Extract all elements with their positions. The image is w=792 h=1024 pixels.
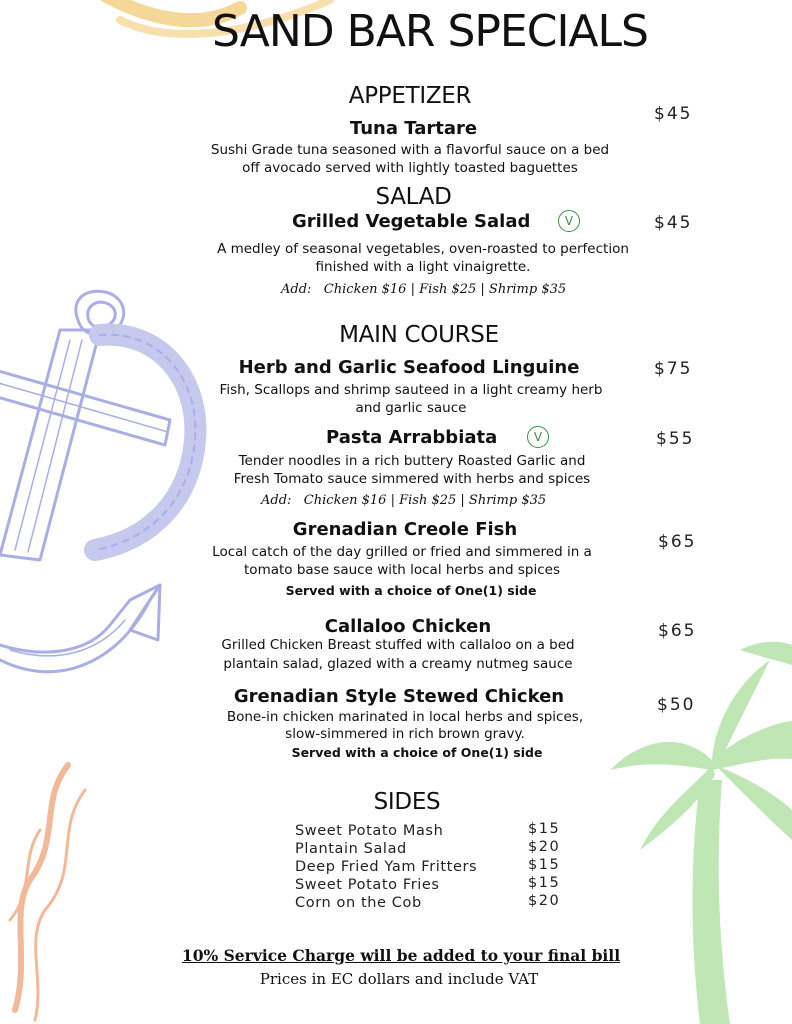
item-price-callaloo-chicken: $65 (658, 621, 697, 641)
salad-add-ons: Add: Chicken $16 | Fish $25 | Shrimp $35 (281, 282, 567, 297)
side-item-price: $20 (528, 893, 561, 909)
vegetarian-icon: V (558, 210, 580, 232)
item-name-callaloo-chicken: Callaloo Chicken (324, 616, 492, 637)
side-item-name: Corn on the Cob (295, 895, 422, 911)
item-desc-stewed-line2: slow-simmered in rich brown gravy. (285, 726, 525, 742)
sides-prices (528, 821, 588, 911)
side-item-price: $15 (528, 821, 561, 837)
item-desc-linguine-line2: and garlic sauce (355, 400, 467, 416)
item-desc-pasta-line2: Fresh Tomato sauce simmered with herbs and spices (233, 471, 591, 487)
item-desc-salad-line2: finished with a light vinaigrette. (315, 259, 531, 275)
side-item-price: $15 (528, 875, 561, 891)
section-heading-sides: SIDES (373, 789, 441, 815)
page-title: SAND BAR SPECIALS (212, 6, 648, 57)
prices-notice: Prices in EC dollars and include VAT (259, 970, 539, 988)
item-price-grilled-vegetable-salad: $45 (654, 213, 693, 233)
item-desc-salad-line1: A medley of seasonal vegetables, oven-roasted to perfection (217, 241, 629, 257)
item-name-grilled-vegetable-salad: Grilled Vegetable Salad (292, 211, 531, 232)
item-desc-tuna-line2: off avocado served with lightly toasted baguettes (242, 160, 578, 176)
item-name-tuna-tartare: Tuna Tartare (349, 118, 478, 139)
item-price-pasta-arrabbiata: $55 (656, 429, 695, 449)
item-desc-creole-line2: tomato base sauce with local herbs and spices (244, 562, 560, 578)
sides-list (295, 823, 495, 913)
side-item-name: Sweet Potato Mash (295, 823, 444, 839)
item-name-grenadian-creole-fish: Grenadian Creole Fish (292, 519, 518, 540)
stewed-side-note: Served with a choice of One(1) side (291, 745, 543, 760)
vegetarian-icon: V (527, 426, 549, 448)
item-desc-pasta-line1: Tender noodles in a rich buttery Roasted Garlic and (238, 453, 586, 469)
side-item-price: $20 (528, 839, 561, 855)
side-item-name: Deep Fried Yam Fritters (295, 859, 478, 875)
item-price-tuna-tartare: $45 (654, 104, 693, 124)
item-name-stewed-chicken: Grenadian Style Stewed Chicken (233, 686, 565, 707)
item-desc-tuna-line1: Sushi Grade tuna seasoned with a flavorful sauce on a bed (210, 142, 610, 158)
item-name-pasta-arrabbiata: Pasta Arrabbiata (326, 427, 498, 448)
item-name-seafood-linguine: Herb and Garlic Seafood Linguine (238, 357, 580, 378)
side-item-price: $15 (528, 857, 561, 873)
service-charge-notice: 10% Service Charge will be added to your final bill (181, 946, 621, 965)
section-heading-salad: SALAD (375, 184, 452, 210)
item-price-seafood-linguine: $75 (654, 359, 693, 379)
item-desc-creole-line1: Local catch of the day grilled or fried and simmered in a (212, 544, 592, 560)
pasta-add-ons: Add: Chicken $16 | Fish $25 | Shrimp $35 (261, 493, 547, 508)
section-heading-main-course: MAIN COURSE (339, 322, 499, 348)
item-price-stewed-chicken: $50 (657, 695, 696, 715)
item-price-grenadian-creole-fish: $65 (658, 532, 697, 552)
section-heading-appetizer: APPETIZER (348, 83, 472, 109)
side-item-name: Sweet Potato Fries (295, 877, 440, 893)
item-desc-linguine-line1: Fish, Scallops and shrimp sauteed in a light creamy herb (219, 382, 603, 398)
side-item-name: Plantain Salad (295, 841, 407, 857)
item-desc-stewed-line1: Bone-in chicken marinated in local herbs and spices, (226, 709, 584, 725)
item-desc-callaloo-line1: Grilled Chicken Breast stuffed with callaloo on a bed (221, 637, 575, 653)
item-desc-callaloo-line2: plantain salad, glazed with a creamy nutmeg sauce (223, 656, 573, 672)
creole-side-note: Served with a choice of One(1) side (285, 583, 537, 598)
